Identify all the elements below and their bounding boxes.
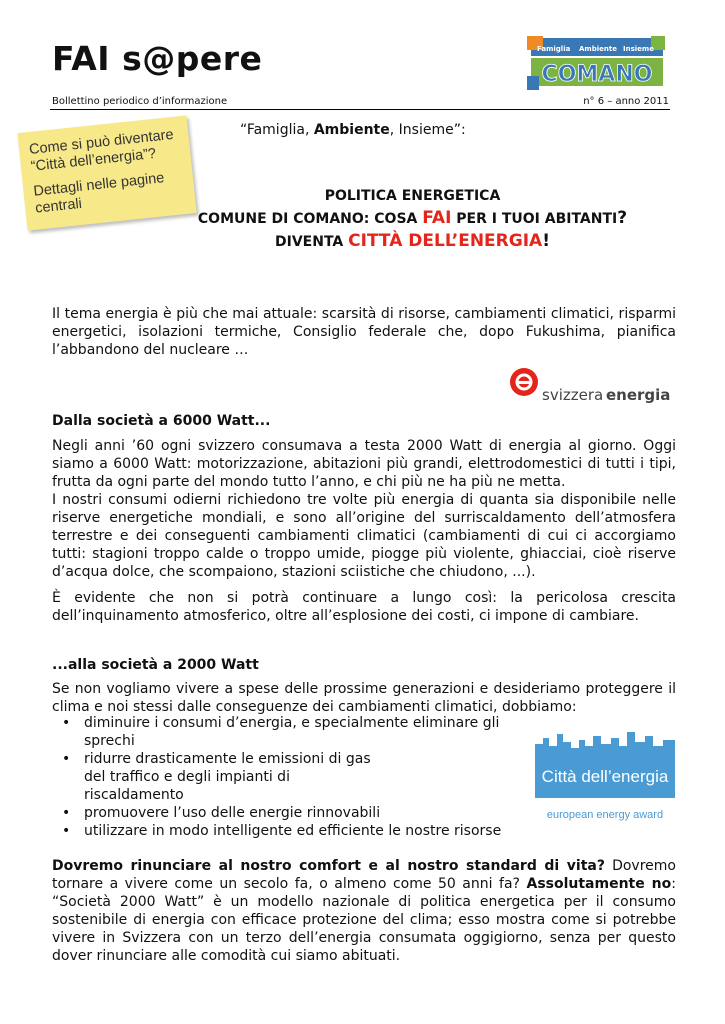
citta-skyline bbox=[535, 732, 675, 798]
section2-heading: ...alla società a 2000 Watt bbox=[52, 657, 259, 673]
closing-question: Dovremo rinunciare al nostro comfort e al nostro standard di vita? bbox=[52, 858, 605, 874]
headline-line3 bbox=[190, 230, 635, 253]
section1-paragraph-2: I nostri consumi odierni richiedono tre volte più energia di quanta sia disponibile nelle riserve energetiche mondiali, e sono all’origine del surriscaldamento dell’atmosfera terrestre e dei conseguenti cambiamenti climatici (cambiamenti di cui ci accorgiamo tutti: stagioni troppo calde o troppo umide, piogge più violente, ghiacciai, cioè riserve d’acqua dolce, che scompaiono, stazioni sciistiche che chiudono, ...). bbox=[52, 492, 676, 580]
bullet-item: • ridurre drasticamente le emissioni di gas del traffico e degli impianti di riscaldamento bbox=[70, 750, 384, 804]
logo-word-ambiente: Ambiente bbox=[579, 45, 617, 53]
svizzera-energia-mark-bar bbox=[516, 381, 532, 384]
logo-word-insieme: Insieme bbox=[623, 45, 654, 53]
bullet-item: • utilizzare in modo intelligente ed efficiente le nostre risorse bbox=[70, 822, 520, 840]
headline-line2 bbox=[190, 207, 635, 230]
headline bbox=[190, 185, 635, 253]
newsletter-subtitle: Bollettino periodico d’informazione bbox=[52, 96, 228, 107]
newsletter-title: FAI s@pere bbox=[52, 39, 263, 78]
section2-body bbox=[52, 680, 676, 716]
citta-energia-logo bbox=[533, 728, 677, 824]
section2-bullet-list bbox=[70, 714, 520, 840]
header-divider bbox=[50, 109, 670, 110]
headline-abitanti: PER I TUOI ABITANTI bbox=[451, 211, 618, 227]
headline-fai: FAI bbox=[422, 208, 452, 228]
logo-puzzle-blue bbox=[527, 76, 539, 90]
motto-open: “Famiglia, bbox=[240, 122, 314, 138]
logo-word-famiglia: Famiglia bbox=[537, 45, 571, 53]
citta-name: Città dell’energia bbox=[541, 767, 669, 786]
headline-exclamation: ! bbox=[542, 231, 550, 251]
closing-text-2: : “Società 2000 Watt” è un modello nazionale di politica energetica per il consumo sostenibile di energia con efficace protezione del clima; esso mostra come si potrebbe vivere in Svizzera con un terzo dell’energia consumata oggigiorno, senza per questo dover rinunciare alle comodità cui siamo abituati. bbox=[52, 876, 676, 964]
motto-close: , Insieme”: bbox=[389, 122, 466, 138]
issue-number: n° 6 – anno 2011 bbox=[583, 96, 669, 107]
section1-paragraph-3: È evidente che non si potrà continuare a lungo così: la pericolosa crescita dell’inquinamento atmosferico, oltre all’esplosione dei costi, ci impone di cambiare. bbox=[52, 590, 676, 624]
section1-body bbox=[52, 437, 676, 625]
motto-bold: Ambiente bbox=[313, 122, 390, 138]
headline-comune: COMUNE DI COMANO bbox=[197, 211, 364, 227]
section1-heading: Dalla società a 6000 Watt... bbox=[52, 413, 271, 429]
citta-award: european energy award bbox=[546, 809, 664, 821]
section2-paragraph: Se non vogliamo vivere a spese delle prossime generazioni e desideriamo proteggere il clima e noi stessi dalle conseguenze dei cambiamenti climatici, dobbiamo: bbox=[52, 681, 676, 715]
bullet-item: • diminuire i consumi d’energia, e specialmente eliminare gli sprechi bbox=[70, 714, 520, 750]
section1-paragraph-1: Negli anni ’60 ogni svizzero consumava a testa 2000 Watt di energia al giorno. Oggi siamo a 6000 Watt: motorizzazione, abitazioni più grandi, elettrodomestici di tutti i tipi, frutta da ogni parte del mondo tutto l’anno, e chi più ne ha più ne metta. bbox=[52, 438, 676, 490]
headline-cosa: : COSA bbox=[363, 211, 423, 227]
headline-line1: POLITICA ENERGETICA bbox=[324, 188, 501, 204]
headline-diventa: DIVENTA bbox=[275, 234, 349, 250]
closing-answer: Assolutamente no bbox=[526, 876, 672, 892]
closing-text-1: Dovremo tornare a vivere come un secolo fa, o almeno come 50 anni fa? bbox=[52, 858, 676, 892]
intro-text: Il tema energia è più che mai attuale: scarsità di risorse, cambiamenti climatici, risparmi energetici, isolazioni termiche, Consiglio federale che, dopo Fukushima, pianifica l’abbandono del nucleare … bbox=[52, 306, 676, 358]
logo-name: COMANO bbox=[541, 62, 653, 87]
sticky-note-details: Dettagli nelle pagine centrali bbox=[32, 170, 166, 217]
comano-logo bbox=[527, 36, 667, 90]
motto bbox=[240, 122, 466, 138]
svizzera-energia-text-1: svizzera bbox=[542, 386, 604, 404]
sticky-note bbox=[17, 115, 196, 230]
closing-text bbox=[52, 857, 676, 965]
closing-paragraph bbox=[52, 857, 676, 965]
intro-paragraph bbox=[52, 305, 676, 359]
headline-question-mark: ? bbox=[617, 208, 628, 228]
bullet-item: • promuovere l’uso delle energie rinnovabili bbox=[70, 804, 520, 822]
sticky-note-question: Come si può diventare “Città dell’energia”? bbox=[28, 126, 175, 175]
svizzera-energia-text-2: energia bbox=[606, 386, 670, 404]
svizzera-energia-logo bbox=[508, 362, 670, 406]
headline-citta: CITTÀ DELL’ENERGIA bbox=[348, 231, 543, 251]
